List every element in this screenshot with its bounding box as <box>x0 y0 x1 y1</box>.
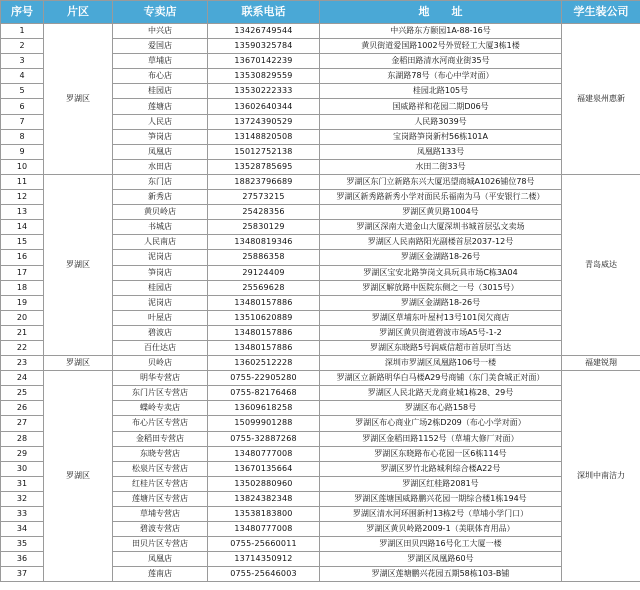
row-number: 33 <box>1 507 44 522</box>
address: 罗湖区宝安北路笋岗文具玩具市场C栋3A04 <box>320 265 562 280</box>
address: 罗湖区罗竹北路城利综合楼A22号 <box>320 461 562 476</box>
address: 东湖路78号（布心中学对面） <box>320 69 562 84</box>
row-number: 13 <box>1 205 44 220</box>
store-name: 水田店 <box>113 159 208 174</box>
store-name: 凤凰店 <box>113 552 208 567</box>
row-number: 35 <box>1 537 44 552</box>
store-name: 东晓专营店 <box>113 446 208 461</box>
phone-number: 13530829559 <box>208 69 320 84</box>
row-number: 11 <box>1 174 44 189</box>
phone-number: 25830129 <box>208 220 320 235</box>
store-name: 爱国店 <box>113 39 208 54</box>
address: 中兴路东方颐园1A-88-16号 <box>320 24 562 39</box>
store-name: 黄贝岭店 <box>113 205 208 220</box>
store-name: 红桂片区专营店 <box>113 476 208 491</box>
address: 罗湖区布心路158号 <box>320 401 562 416</box>
row-number: 8 <box>1 129 44 144</box>
phone-number: 18823796689 <box>208 174 320 189</box>
store-name: 书城店 <box>113 220 208 235</box>
table-row <box>1 174 640 189</box>
supplier-cell: 深圳中南洁力 <box>562 371 640 582</box>
store-name: 新秀店 <box>113 190 208 205</box>
address: 罗湖区黄贝路1004号 <box>320 205 562 220</box>
row-number: 20 <box>1 310 44 325</box>
phone-number: 13528785695 <box>208 159 320 174</box>
row-number: 29 <box>1 446 44 461</box>
phone-number: 13824382348 <box>208 491 320 506</box>
address: 宝岗路笋岗新村56栋101A <box>320 129 562 144</box>
store-name: 布心片区专营店 <box>113 416 208 431</box>
table-body <box>1 24 640 582</box>
district-cell: 罗湖区 <box>44 24 113 175</box>
store-name: 笋岗店 <box>113 265 208 280</box>
address: 罗湖区莲塘鹏兴花园五期58栋103-B铺 <box>320 567 562 582</box>
phone-number: 25569628 <box>208 280 320 295</box>
phone-number: 13480777008 <box>208 446 320 461</box>
phone-number: 13602640344 <box>208 99 320 114</box>
address: 深圳市罗湖区凤凰路106号一楼 <box>320 356 562 371</box>
store-name: 金稻田专营店 <box>113 431 208 446</box>
phone-number: 13724390529 <box>208 114 320 129</box>
address: 金稻田路清水河商业街35号 <box>320 54 562 69</box>
address: 罗湖区东晓路5号润威信超市首层叮当达 <box>320 340 562 355</box>
address: 罗湖区人民北路天龙商业城1栋28、29号 <box>320 386 562 401</box>
phone-number: 13148820508 <box>208 129 320 144</box>
address: 罗湖区人民南路阳光副楼首层2037-12号 <box>320 235 562 250</box>
address: 罗湖区解放路中医院东侧之一号（3015号） <box>320 280 562 295</box>
row-number: 32 <box>1 491 44 506</box>
phone-number: 0755-22905280 <box>208 371 320 386</box>
header-supplier: 学生装公司 <box>562 1 640 24</box>
row-number: 25 <box>1 386 44 401</box>
address: 罗湖区金稻田路1152号（草埔大修厂对面） <box>320 431 562 446</box>
phone-number: 25428356 <box>208 205 320 220</box>
district-cell: 罗湖区 <box>44 371 113 582</box>
phone-number: 0755-82176468 <box>208 386 320 401</box>
address: 罗湖区金湖路18-26号 <box>320 250 562 265</box>
district-cell: 罗湖区 <box>44 356 113 371</box>
phone-number: 13714350912 <box>208 552 320 567</box>
store-name: 桂园店 <box>113 280 208 295</box>
store-name: 田贝片区专营店 <box>113 537 208 552</box>
row-number: 9 <box>1 144 44 159</box>
row-number: 23 <box>1 356 44 371</box>
row-number: 27 <box>1 416 44 431</box>
table-row <box>1 356 640 371</box>
phone-number: 27573215 <box>208 190 320 205</box>
store-name: 贝岭店 <box>113 356 208 371</box>
row-number: 10 <box>1 159 44 174</box>
district-cell: 罗湖区 <box>44 174 113 355</box>
store-name: 笋岗店 <box>113 129 208 144</box>
store-name: 草埔专营店 <box>113 507 208 522</box>
row-number: 24 <box>1 371 44 386</box>
address: 桂园北路105号 <box>320 84 562 99</box>
phone-number: 29124409 <box>208 265 320 280</box>
phone-number: 13480777008 <box>208 522 320 537</box>
row-number: 17 <box>1 265 44 280</box>
row-number: 28 <box>1 431 44 446</box>
phone-number: 13590325784 <box>208 39 320 54</box>
phone-number: 0755-25646003 <box>208 567 320 582</box>
phone-number: 13602512228 <box>208 356 320 371</box>
address: 水田二街33号 <box>320 159 562 174</box>
store-name: 人民南店 <box>113 235 208 250</box>
row-number: 14 <box>1 220 44 235</box>
store-name: 东门店 <box>113 174 208 189</box>
row-number: 36 <box>1 552 44 567</box>
address: 罗湖区凤凰路60号 <box>320 552 562 567</box>
row-number: 15 <box>1 235 44 250</box>
store-name: 凤凰店 <box>113 144 208 159</box>
address: 罗湖区立新路明华白马楼A29号商铺（东门美食城正对面） <box>320 371 562 386</box>
row-number: 3 <box>1 54 44 69</box>
phone-number: 13510620889 <box>208 310 320 325</box>
store-name: 蝶岭专卖店 <box>113 401 208 416</box>
store-name: 百仕达店 <box>113 340 208 355</box>
store-name: 中兴店 <box>113 24 208 39</box>
address: 罗湖区东门立新路东兴大厦迅望商城A1026铺位78号 <box>320 174 562 189</box>
phone-number: 13426749544 <box>208 24 320 39</box>
store-name: 碧波店 <box>113 325 208 340</box>
phone-number: 13670135664 <box>208 461 320 476</box>
address: 罗湖区黄贝岭路2009-1（美联体育用品） <box>320 522 562 537</box>
address: 罗湖区金湖路18-26号 <box>320 295 562 310</box>
row-number: 16 <box>1 250 44 265</box>
supplier-cell: 青岛威达 <box>562 174 640 355</box>
row-number: 18 <box>1 280 44 295</box>
address: 罗湖区东晓路布心花园一区6栋114号 <box>320 446 562 461</box>
header-phone: 联系电话 <box>208 1 320 24</box>
header-store: 专卖店 <box>113 1 208 24</box>
phone-number: 13538183800 <box>208 507 320 522</box>
row-number: 22 <box>1 340 44 355</box>
phone-number: 15099901288 <box>208 416 320 431</box>
header-address: 地 址 <box>320 1 562 24</box>
row-number: 6 <box>1 99 44 114</box>
address: 罗湖区清水河环围新村13栋2号（草埔小学门口） <box>320 507 562 522</box>
row-number: 1 <box>1 24 44 39</box>
store-name: 松泉片区专营店 <box>113 461 208 476</box>
row-number: 12 <box>1 190 44 205</box>
row-number: 19 <box>1 295 44 310</box>
phone-number: 13480819346 <box>208 235 320 250</box>
row-number: 4 <box>1 69 44 84</box>
row-number: 26 <box>1 401 44 416</box>
phone-number: 13480157886 <box>208 340 320 355</box>
store-name: 草埔店 <box>113 54 208 69</box>
row-number: 21 <box>1 325 44 340</box>
store-name: 莲南店 <box>113 567 208 582</box>
phone-number: 13480157886 <box>208 325 320 340</box>
store-name: 碧波专营店 <box>113 522 208 537</box>
row-number: 30 <box>1 461 44 476</box>
header-seq: 序号 <box>1 1 44 24</box>
address: 黄贝街道爱国路1002号外贸轻工大厦3栋1楼 <box>320 39 562 54</box>
store-name: 莲塘店 <box>113 99 208 114</box>
address: 罗湖区田贝四路16号化工大厦一楼 <box>320 537 562 552</box>
row-number: 7 <box>1 114 44 129</box>
store-name: 泥岗店 <box>113 250 208 265</box>
store-name: 东门片区专营店 <box>113 386 208 401</box>
phone-number: 0755-25660011 <box>208 537 320 552</box>
store-name: 莲塘片区专营店 <box>113 491 208 506</box>
supplier-cell: 福建锐翔 <box>562 356 640 371</box>
address: 罗湖区红桂路2081号 <box>320 476 562 491</box>
store-name: 人民店 <box>113 114 208 129</box>
phone-number: 13609618258 <box>208 401 320 416</box>
phone-number: 25886358 <box>208 250 320 265</box>
row-number: 5 <box>1 84 44 99</box>
phone-number: 13480157886 <box>208 295 320 310</box>
address: 凤凰路133号 <box>320 144 562 159</box>
phone-number: 13670142239 <box>208 54 320 69</box>
address: 罗湖区深南大道金山大厦深圳书城首层弘文卖场 <box>320 220 562 235</box>
header-row <box>1 1 640 24</box>
address: 国威路祥和花园二期D06号 <box>320 99 562 114</box>
phone-number: 15012752138 <box>208 144 320 159</box>
phone-number: 13502880960 <box>208 476 320 491</box>
row-number: 37 <box>1 567 44 582</box>
phone-number: 13530222333 <box>208 84 320 99</box>
store-name: 桂园店 <box>113 84 208 99</box>
store-name: 泥岗店 <box>113 295 208 310</box>
store-name: 叶屋店 <box>113 310 208 325</box>
address: 罗湖区黄贝街道碧波市场A5号-1-2 <box>320 325 562 340</box>
table-row <box>1 24 640 39</box>
row-number: 31 <box>1 476 44 491</box>
row-number: 34 <box>1 522 44 537</box>
row-number: 2 <box>1 39 44 54</box>
address: 罗湖区莲塘国威路鹏兴花园一期综合楼1栋194号 <box>320 491 562 506</box>
store-name: 布心店 <box>113 69 208 84</box>
table-row <box>1 371 640 386</box>
address: 罗湖区草埔东叶屋村13号101闵欠商店 <box>320 310 562 325</box>
address: 罗湖区布心商业广场2栋D209（布心小学对面） <box>320 416 562 431</box>
supplier-cell: 福建泉州惠新 <box>562 24 640 175</box>
phone-number: 0755-32887268 <box>208 431 320 446</box>
address: 罗湖区新秀路新秀小学对面民乐福南为马（平安银行二楼） <box>320 190 562 205</box>
header-district: 片区 <box>44 1 113 24</box>
store-name: 明华专营店 <box>113 371 208 386</box>
address: 人民路3039号 <box>320 114 562 129</box>
